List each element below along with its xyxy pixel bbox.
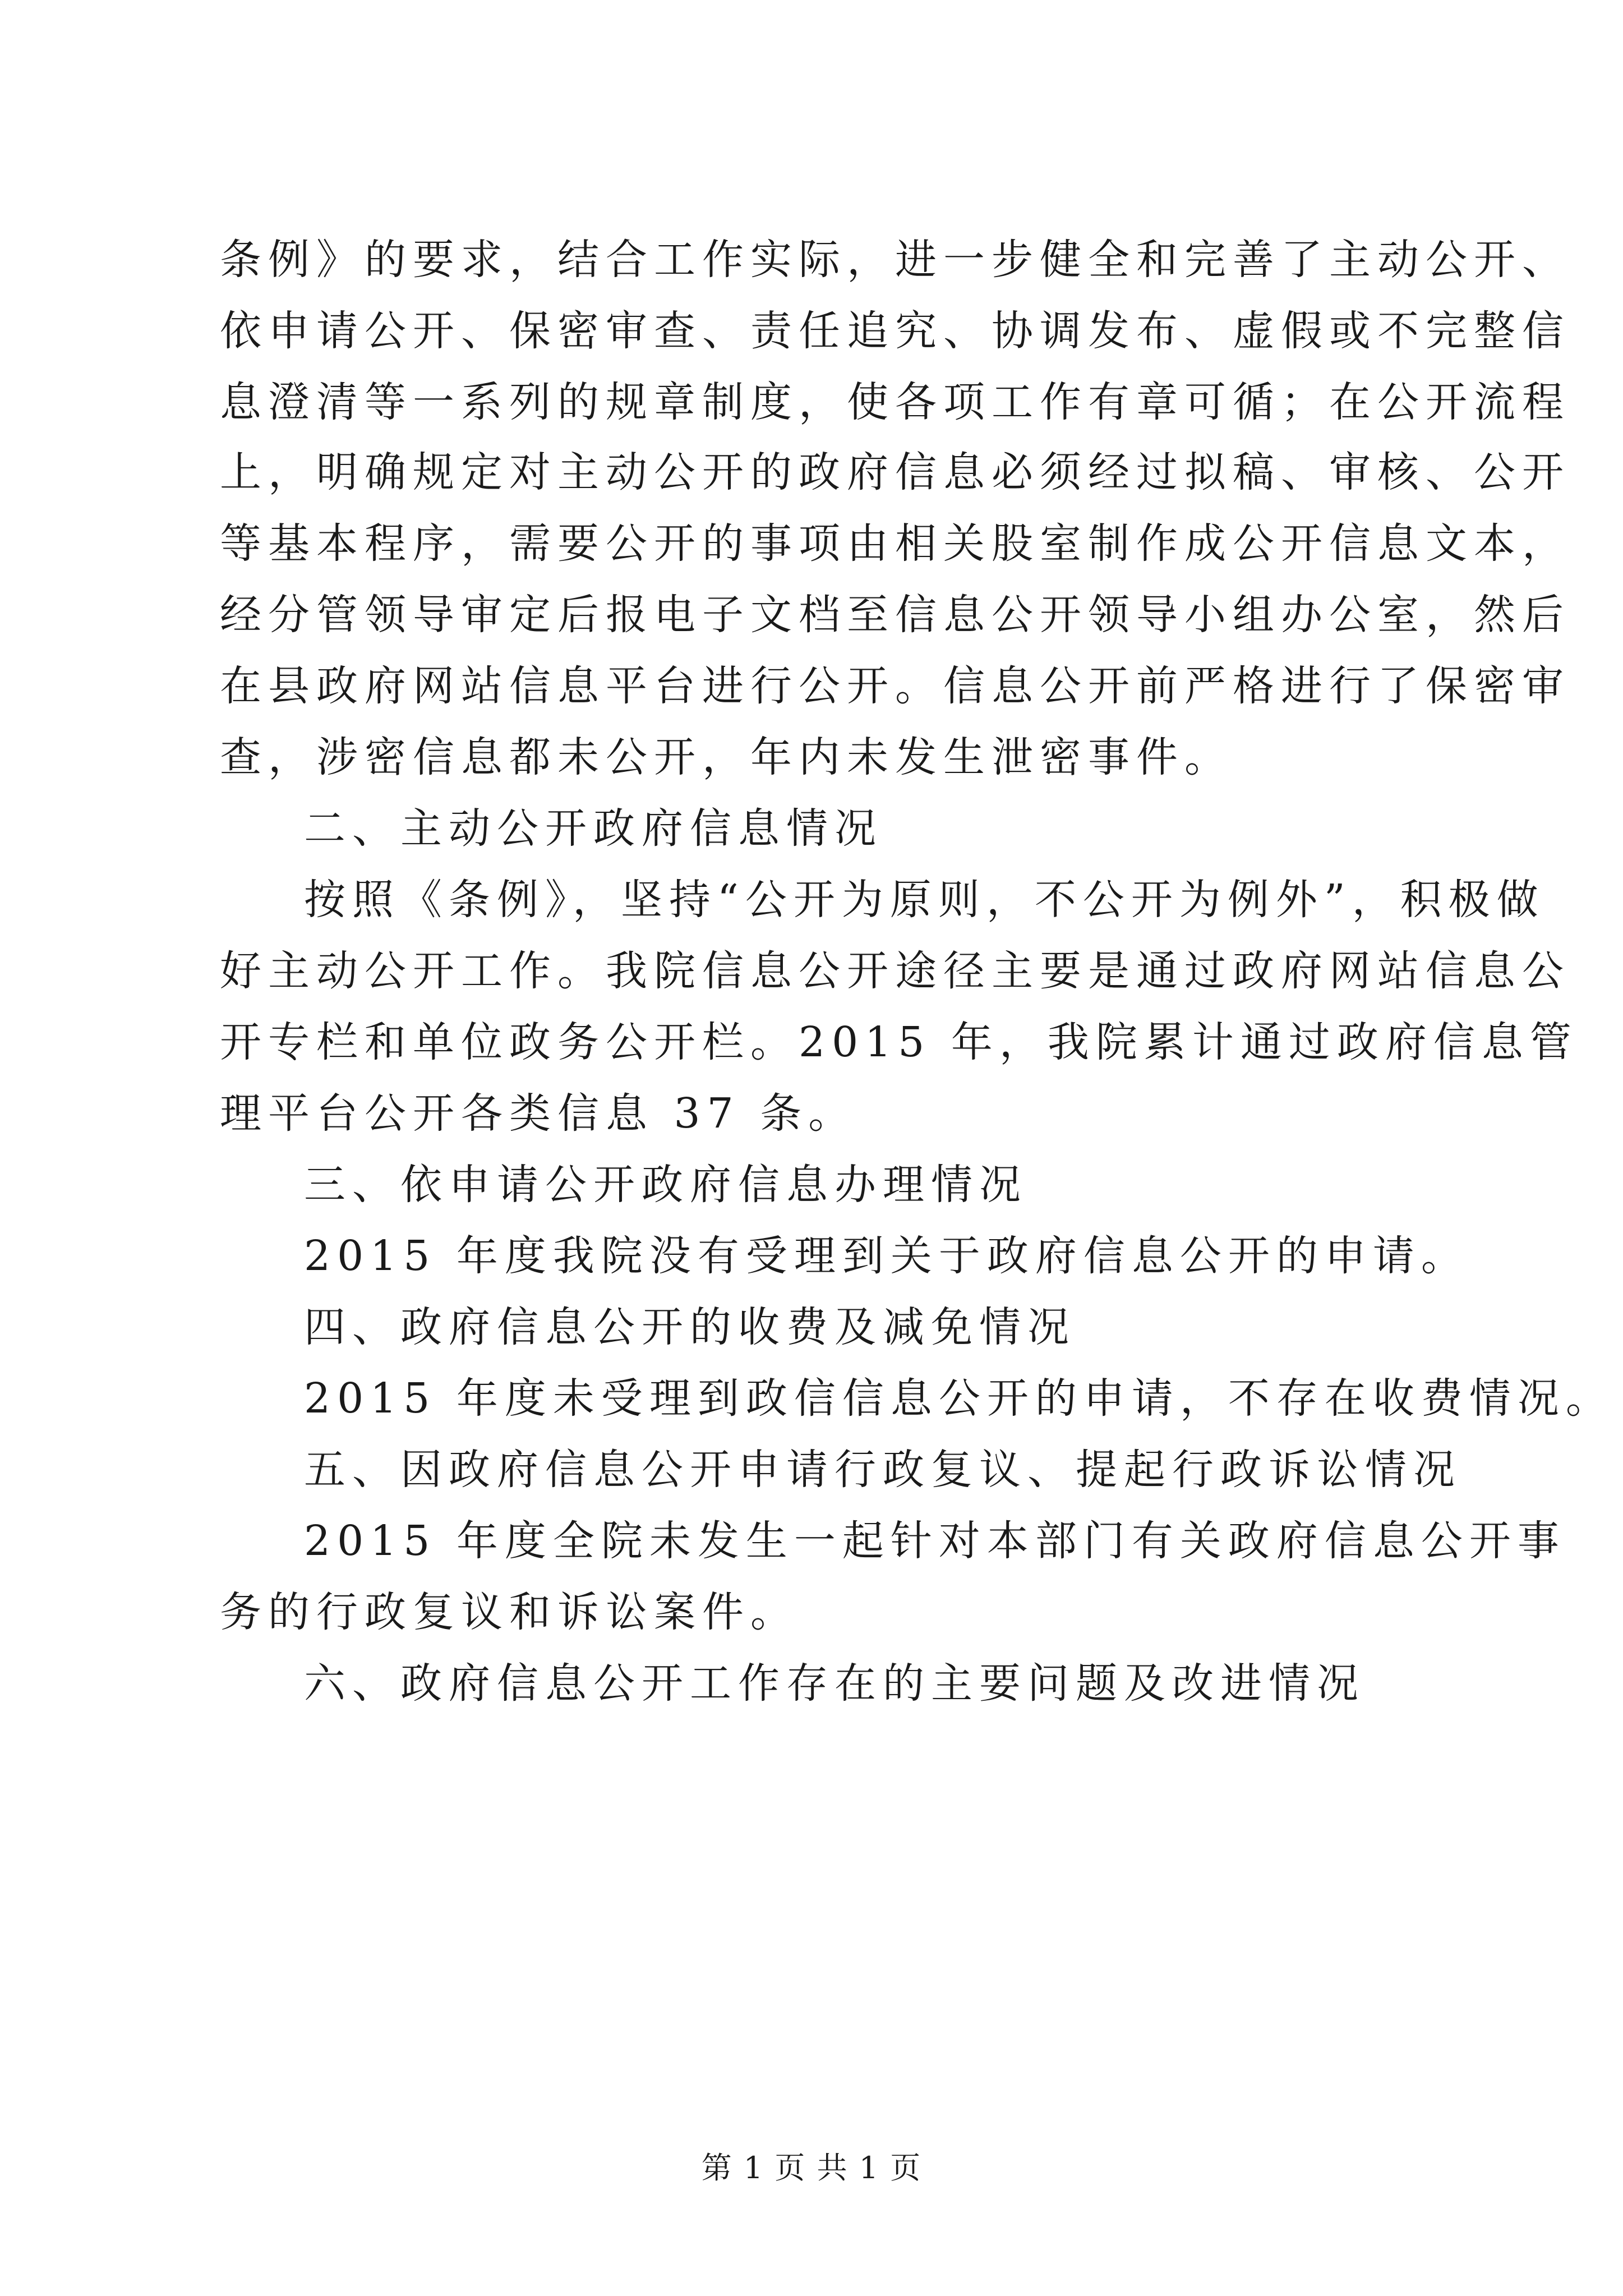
body-line-12: 理平台公开各类信息 37 条。 bbox=[220, 1089, 857, 1138]
body-line-4: 上，明确规定对主动公开的政府信息必须经过拟稿、审核、公开 bbox=[220, 448, 1570, 496]
section-heading-6: 六、政府信息公开工作存在的主要问题及改进情况 bbox=[304, 1659, 1365, 1708]
body-line-6: 经分管领导审定后报电子文档至信息公开领导小组办公室，然后 bbox=[220, 591, 1570, 639]
page-footer: 第 1 页 共 1 页 bbox=[701, 2150, 922, 2185]
body-line-14: 2015 年度未受理到政信信息公开的申请，不存在收费情况。 bbox=[304, 1374, 1614, 1423]
body-line-8: 查，涉密信息都未公开，年内未发生泄密事件。 bbox=[220, 733, 1233, 781]
body-line-16: 务的行政复议和诉讼案件。 bbox=[220, 1588, 799, 1636]
body-line-13: 2015 年度我院没有受理到关于政府信息公开的申请。 bbox=[304, 1232, 1469, 1280]
body-line-5: 等基本程序，需要公开的事项由相关股室制作成公开信息文本， bbox=[220, 519, 1570, 568]
body-line-9: 按照《条例》，坚持“公开为原则，不公开为例外”，积极做 bbox=[304, 876, 1545, 924]
body-line-11: 开专栏和单位政务公开栏。2015 年，我院累计通过政府信息管 bbox=[220, 1018, 1578, 1066]
body-line-1: 条例》的要求，结合工作实际，进一步健全和完善了主动公开、 bbox=[220, 236, 1570, 284]
section-heading-5: 五、因政府信息公开申请行政复议、提起行政诉讼情况 bbox=[304, 1446, 1461, 1494]
body-line-7: 在县政府网站信息平台进行公开。信息公开前严格进行了保密审 bbox=[220, 662, 1570, 710]
section-heading-2: 二、主动公开政府信息情况 bbox=[304, 804, 883, 853]
section-heading-3: 三、依申请公开政府信息办理情况 bbox=[304, 1161, 1027, 1209]
body-line-2: 依申请公开、保密审查、责任追究、协调发布、虚假或不完整信 bbox=[220, 307, 1570, 355]
body-line-15: 2015 年度全院未发生一起针对本部门有关政府信息公开事 bbox=[304, 1517, 1566, 1565]
body-line-10: 好主动公开工作。我院信息公开途径主要是通过政府网站信息公 bbox=[220, 947, 1570, 995]
body-line-3: 息澄清等一系列的规章制度，使各项工作有章可循；在公开流程 bbox=[220, 378, 1570, 426]
section-heading-4: 四、政府信息公开的收费及减免情况 bbox=[304, 1303, 1076, 1351]
